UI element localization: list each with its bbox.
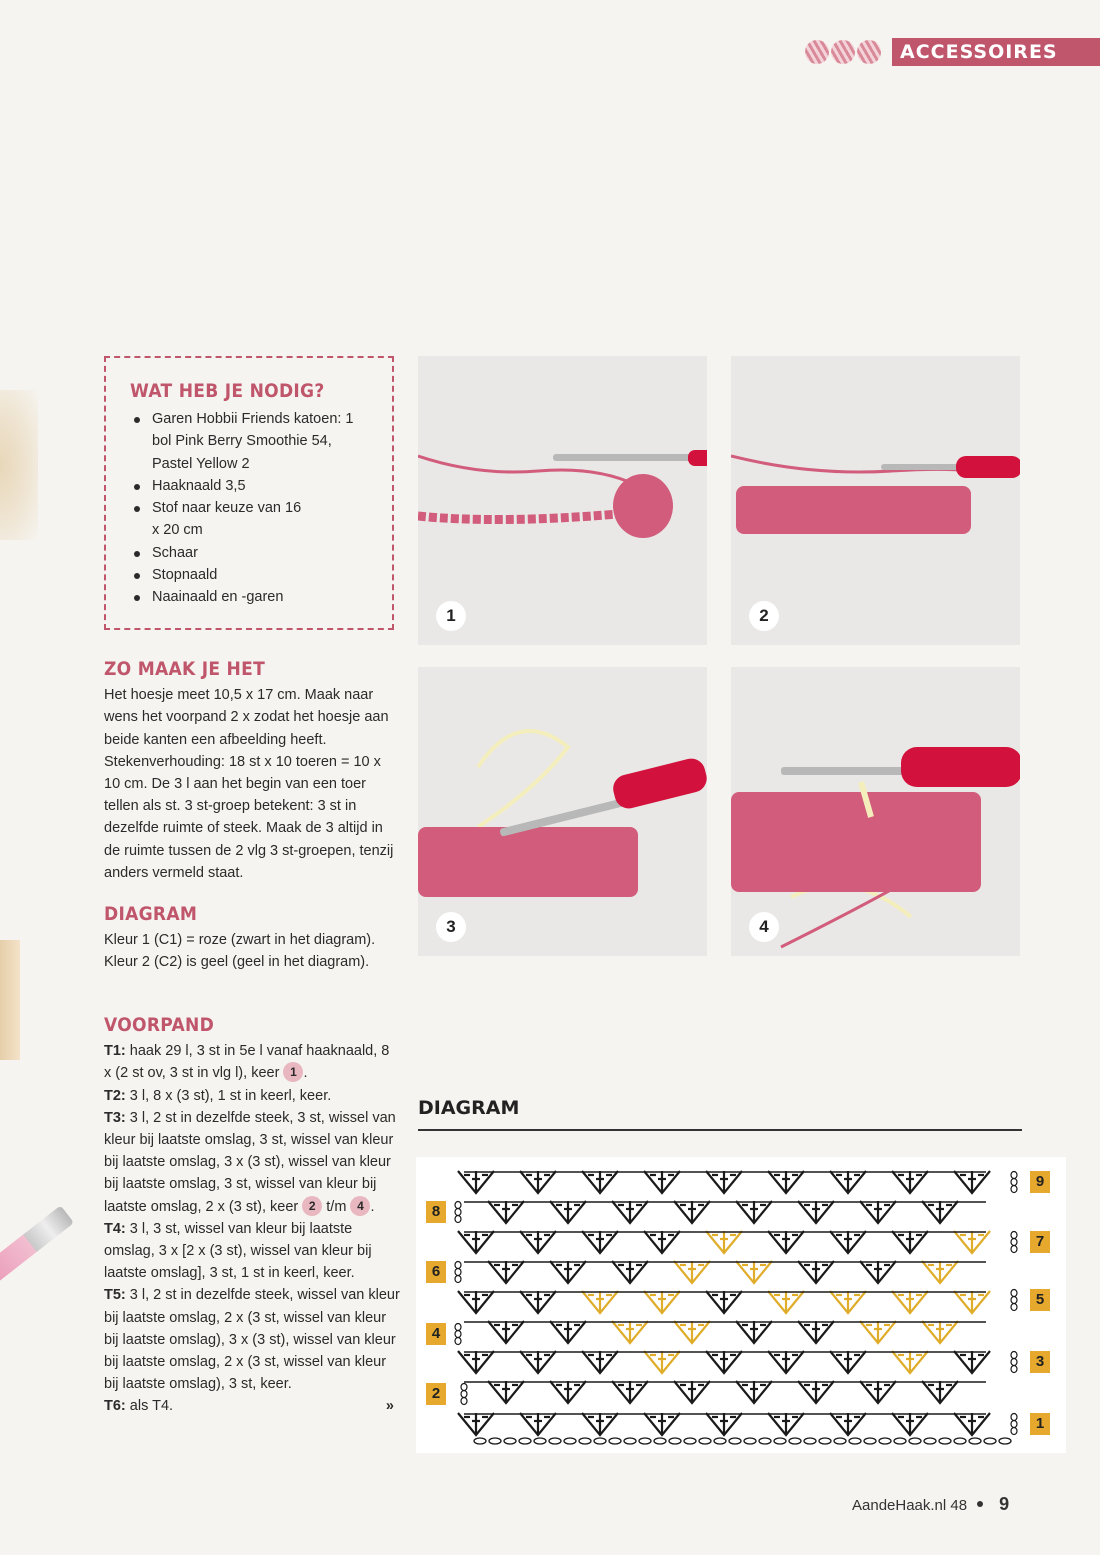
row-text: 3 l, 2 st in dezelfde steek, wissel van kleur bij laatste omslag, 2 x (3 st, wissel van kleur bij laatste omslag), 3 x (3 st), wissel van kleur bij laatste omslag, 2 x (3 st, wissel van kleur bij laatste omslag), 3 st, keer.: [104, 1287, 400, 1393]
chain-stitch-icon: [504, 1438, 516, 1444]
stitch-group-icon: [954, 1231, 990, 1253]
yarn-ball-icon: [831, 40, 855, 64]
turning-chain-icon: [461, 1398, 467, 1405]
turning-chain-icon: [455, 1276, 461, 1283]
list-item: Garen Hobbii Friends katoen: 1 bol Pink Berry Smoothie 54, Pastel Yellow 2: [130, 408, 367, 475]
step-photo-1: [418, 356, 707, 645]
stitch-group-icon: [644, 1413, 680, 1435]
stitch-group-icon: [860, 1261, 896, 1283]
crochet-photo-image: [418, 356, 707, 645]
turning-chain-icon: [1011, 1366, 1017, 1373]
stitch-group-icon: [954, 1291, 990, 1313]
photo-number: 1: [436, 601, 466, 631]
row-label: T5:: [104, 1287, 126, 1304]
turning-chain-icon: [1011, 1232, 1017, 1239]
stitch-group-icon: [674, 1261, 710, 1283]
list-item: Naainaald en -garen: [130, 586, 392, 608]
stitch-group-icon: [768, 1171, 804, 1193]
stitch-group-icon: [582, 1231, 618, 1253]
turning-chain-icon: [1011, 1186, 1017, 1193]
pen-image: [0, 1205, 74, 1296]
stitch-group-icon: [488, 1201, 524, 1223]
stitch-group-icon: [550, 1201, 586, 1223]
yarn-ball-icon: [857, 40, 881, 64]
list-item: Stopnaald: [130, 564, 392, 586]
chain-stitch-icon: [939, 1438, 951, 1444]
turning-chain-icon: [455, 1202, 461, 1209]
chain-stitch-icon: [519, 1438, 531, 1444]
stitch-group-icon: [520, 1231, 556, 1253]
chain-stitch-icon: [609, 1438, 621, 1444]
row-2: [104, 1085, 400, 1107]
stitch-group-icon: [954, 1413, 990, 1435]
turning-chain-icon: [455, 1338, 461, 1345]
diagram-title: DIAGRAM: [418, 1097, 520, 1119]
chain-stitch-icon: [729, 1438, 741, 1444]
row-label: T1:: [104, 1043, 126, 1060]
stitch-group-icon: [582, 1291, 618, 1313]
stitch-group-icon: [830, 1231, 866, 1253]
chain-stitch-icon: [684, 1438, 696, 1444]
row-label: T6:: [104, 1398, 126, 1415]
chain-stitch-icon: [894, 1438, 906, 1444]
stitch-group-icon: [830, 1413, 866, 1435]
chain-stitch-icon: [564, 1438, 576, 1444]
stitch-group-icon: [520, 1351, 556, 1373]
turning-chain-icon: [455, 1324, 461, 1331]
row-label: T4:: [104, 1220, 126, 1237]
step-photo-2: [731, 356, 1020, 645]
turning-chain-icon: [1011, 1421, 1017, 1428]
stitch-group-icon: [736, 1261, 772, 1283]
chain-stitch-icon: [489, 1438, 501, 1444]
turning-chain-icon: [1011, 1428, 1017, 1435]
materials-list: [130, 408, 392, 609]
chain-stitch-icon: [984, 1438, 996, 1444]
chain-stitch-icon: [969, 1438, 981, 1444]
stitch-group-icon: [644, 1351, 680, 1373]
voorpand-section: [104, 1014, 400, 1418]
stitch-group-icon: [644, 1291, 680, 1313]
stitch-group-icon: [488, 1321, 524, 1343]
stitch-group-icon: [458, 1291, 494, 1313]
stitch-group-icon: [892, 1231, 928, 1253]
stitch-group-icon: [550, 1381, 586, 1403]
row-number-right: 9: [1030, 1171, 1050, 1193]
stitch-group-icon: [612, 1261, 648, 1283]
stitch-group-icon: [768, 1231, 804, 1253]
row-1: T1: haak 29 l, 3 st in 5e l vanaf haaknaald, 8 x (2 st ov, 3 st in vlg l), keer 1 .: [104, 1043, 390, 1082]
chain-stitch-icon: [714, 1438, 726, 1444]
stitch-group-icon: [582, 1413, 618, 1435]
turning-chain-icon: [1011, 1179, 1017, 1186]
list-item: Stof naar keuze van 16 x 20 cm: [130, 497, 302, 542]
chain-stitch-icon: [639, 1438, 651, 1444]
chain-stitch-icon: [774, 1438, 786, 1444]
row-text: 3 l, 2 st in dezelfde steek, 3 st, wissel van kleur bij laatste omslag, 3 st, wissel van kleur bij laatste omslag, 3 x (3 st), wissel van kleur bij laatste omslag, 3 st, wissel van kleur bij laatste omslag, 2 x (3 st), keer: [104, 1109, 396, 1215]
turning-chain-icon: [1011, 1304, 1017, 1311]
stitch-group-icon: [954, 1351, 990, 1373]
row-number-left: 4: [426, 1323, 446, 1345]
turning-chain-icon: [1011, 1246, 1017, 1253]
row-label: T2:: [104, 1087, 126, 1104]
chain-stitch-icon: [744, 1438, 756, 1444]
site-name: AandeHaak.nl 48: [852, 1497, 968, 1514]
crochet-photo-image: [418, 667, 707, 956]
stitch-group-icon: [674, 1201, 710, 1223]
step-badge: 4: [350, 1196, 370, 1216]
stitch-group-icon: [892, 1171, 928, 1193]
section-tag: ACCESSOIRES: [892, 38, 1100, 66]
chain-stitch-icon: [834, 1438, 846, 1444]
photo-number: 3: [436, 912, 466, 942]
chain-stitch-icon: [864, 1438, 876, 1444]
stitch-group-icon: [860, 1321, 896, 1343]
chain-stitch-icon: [759, 1438, 771, 1444]
row-number-left: 8: [426, 1201, 446, 1223]
chain-stitch-icon: [699, 1438, 711, 1444]
stitch-group-icon: [520, 1413, 556, 1435]
stitch-group-icon: [892, 1351, 928, 1373]
yarn-ball-icon: [805, 40, 829, 64]
row-text: als T4.: [129, 1398, 174, 1415]
stitch-group-icon: [488, 1261, 524, 1283]
stitch-group-icon: [736, 1201, 772, 1223]
chain-stitch-icon: [579, 1438, 591, 1444]
turning-chain-icon: [1011, 1352, 1017, 1359]
yarn-logo-icon: [805, 40, 881, 64]
row-number-right: 3: [1030, 1351, 1050, 1373]
list-item: Haaknaald 3,5: [130, 475, 392, 497]
stitch-group-icon: [830, 1351, 866, 1373]
turning-chain-icon: [1011, 1172, 1017, 1179]
stitch-group-icon: [798, 1201, 834, 1223]
row-number-right: 5: [1030, 1289, 1050, 1311]
decorative-object: [0, 940, 20, 1060]
stitch-group-icon: [458, 1413, 494, 1435]
turning-chain-icon: [455, 1209, 461, 1216]
stitch-group-icon: [798, 1321, 834, 1343]
step-badge: 2: [302, 1196, 322, 1216]
stitch-group-icon: [736, 1381, 772, 1403]
instructions-text: Het hoesje meet 10,5 x 17 cm. Maak naar wens het voorpand 2 x zodat het hoesje aan beide kanten een afbeelding heeft. Stekenverhouding: 18 st x 10 toeren = 10 x 10 cm. De 3 l aan het begin van een toer tellen als st. 3 st-groep betekent: 3 st in dezelfde ruimte of steek. Maak de 3 altijd in de ruimte tussen de 2 vlg 3 st-groepen, tenzij anders vermeld staat.: [104, 687, 394, 881]
row-number-left: 2: [426, 1383, 446, 1405]
turning-chain-icon: [1011, 1414, 1017, 1421]
chain-stitch-icon: [999, 1438, 1011, 1444]
crochet-diagram: [416, 1157, 1066, 1453]
stitch-group-icon: [582, 1351, 618, 1373]
stitch-group-icon: [768, 1413, 804, 1435]
photo-number: 2: [749, 601, 779, 631]
continue-mark: »: [385, 1398, 394, 1415]
chain-stitch-icon: [624, 1438, 636, 1444]
row-label: T3:: [104, 1109, 126, 1126]
stitch-group-icon: [520, 1171, 556, 1193]
voorpand-title: VOORPAND: [104, 1014, 215, 1036]
step-photo-3: [418, 667, 707, 956]
chain-stitch-icon: [879, 1438, 891, 1444]
stitch-group-icon: [768, 1291, 804, 1313]
instructions-title: ZO MAAK JE HET: [104, 658, 266, 680]
crochet-photo-image: [731, 356, 1020, 645]
chain-stitch-icon: [474, 1438, 486, 1444]
chain-stitch-icon: [849, 1438, 861, 1444]
chain-stitch-icon: [669, 1438, 681, 1444]
row-number-right: 7: [1030, 1231, 1050, 1253]
stitch-group-icon: [488, 1381, 524, 1403]
materials-title: WAT HEB JE NODIG?: [130, 380, 325, 402]
stitch-group-icon: [922, 1261, 958, 1283]
divider: [418, 1129, 1022, 1131]
stitch-group-icon: [706, 1231, 742, 1253]
stitch-group-icon: [736, 1321, 772, 1343]
stitch-group-icon: [706, 1171, 742, 1193]
stitch-group-icon: [798, 1381, 834, 1403]
separator-dot: [977, 1501, 983, 1507]
row-5: [104, 1284, 400, 1395]
stitch-group-icon: [612, 1321, 648, 1343]
chain-stitch-icon: [819, 1438, 831, 1444]
row-number-left: 6: [426, 1261, 446, 1283]
chain-stitch-icon: [534, 1438, 546, 1444]
stitch-group-icon: [706, 1291, 742, 1313]
stitch-chart: [416, 1157, 1066, 1453]
turning-chain-icon: [1011, 1359, 1017, 1366]
page-footer: [852, 1494, 1009, 1515]
stitch-group-icon: [954, 1171, 990, 1193]
stitch-group-icon: [860, 1201, 896, 1223]
step-badge: 1: [283, 1062, 303, 1082]
stitch-group-icon: [644, 1171, 680, 1193]
page-number: 9: [999, 1494, 1010, 1514]
stitch-group-icon: [922, 1381, 958, 1403]
stitch-group-icon: [706, 1413, 742, 1435]
turning-chain-icon: [1011, 1297, 1017, 1304]
stitch-group-icon: [674, 1321, 710, 1343]
stitch-group-icon: [674, 1381, 710, 1403]
turning-chain-icon: [1011, 1239, 1017, 1246]
chain-stitch-icon: [654, 1438, 666, 1444]
turning-chain-icon: [1011, 1290, 1017, 1297]
stitch-group-icon: [458, 1351, 494, 1373]
stitch-group-icon: [798, 1261, 834, 1283]
turning-chain-icon: [455, 1269, 461, 1276]
row-3: T3: 3 l, 2 st in dezelfde steek, 3 st, wissel van kleur bij laatste omslag, 3 st, wissel van kleur bij laatste omslag, 3 x (3 st), wissel van kleur bij laatste omslag, 3 st, wissel van kleur bij laatste omslag, 2 x (3 st), keer 2 t/m 4 .: [104, 1109, 396, 1215]
stitch-group-icon: [612, 1381, 648, 1403]
stitch-group-icon: [520, 1291, 556, 1313]
chain-stitch-icon: [954, 1438, 966, 1444]
row-text: t/m: [326, 1198, 347, 1215]
stitch-group-icon: [706, 1351, 742, 1373]
list-item: Schaar: [130, 542, 392, 564]
stitch-group-icon: [922, 1321, 958, 1343]
stitch-group-icon: [458, 1231, 494, 1253]
row-6: [104, 1395, 400, 1417]
diagram-note-text: Kleur 1 (C1) = roze (zwart in het diagram). Kleur 2 (C2) is geel (geel in het diagram).: [104, 932, 376, 971]
photo-number: 4: [749, 912, 779, 942]
stitch-group-icon: [830, 1171, 866, 1193]
turning-chain-icon: [455, 1262, 461, 1269]
instructions-section: [104, 658, 400, 884]
stitch-group-icon: [892, 1413, 928, 1435]
turning-chain-icon: [461, 1391, 467, 1398]
diagram-note-title: DIAGRAM: [104, 903, 198, 925]
stitch-group-icon: [830, 1291, 866, 1313]
stitch-group-icon: [892, 1291, 928, 1313]
step-photo-4: [731, 667, 1020, 956]
stitch-group-icon: [612, 1201, 648, 1223]
turning-chain-icon: [461, 1384, 467, 1391]
chain-stitch-icon: [924, 1438, 936, 1444]
stitch-group-icon: [550, 1321, 586, 1343]
row-4: [104, 1218, 400, 1285]
diagram-note-section: [104, 903, 400, 974]
crochet-photo-image: [731, 667, 1020, 956]
decorative-object: [0, 390, 38, 540]
chain-stitch-icon: [549, 1438, 561, 1444]
stitch-group-icon: [458, 1171, 494, 1193]
chain-stitch-icon: [594, 1438, 606, 1444]
stitch-group-icon: [860, 1381, 896, 1403]
stitch-group-icon: [644, 1231, 680, 1253]
row-number-right: 1: [1030, 1413, 1050, 1435]
turning-chain-icon: [455, 1331, 461, 1338]
row-text: 3 l, 3 st, wissel van kleur bij laatste omslag, 3 x [2 x (3 st), wissel van kleur bij laatste omslag], 3 st, 1 st in keerl, keer.: [104, 1220, 372, 1282]
chain-stitch-icon: [804, 1438, 816, 1444]
chain-stitch-icon: [909, 1438, 921, 1444]
stitch-group-icon: [768, 1351, 804, 1373]
row-text: 3 l, 8 x (3 st), 1 st in keerl, keer.: [129, 1087, 332, 1104]
chain-stitch-icon: [789, 1438, 801, 1444]
stitch-group-icon: [550, 1261, 586, 1283]
stitch-group-icon: [922, 1201, 958, 1223]
turning-chain-icon: [455, 1216, 461, 1223]
stitch-group-icon: [582, 1171, 618, 1193]
materials-box: [104, 356, 394, 630]
row-text: haak 29 l, 3 st in 5e l vanaf haaknaald, 8 x (2 st ov, 3 st in vlg l), keer: [104, 1043, 390, 1082]
